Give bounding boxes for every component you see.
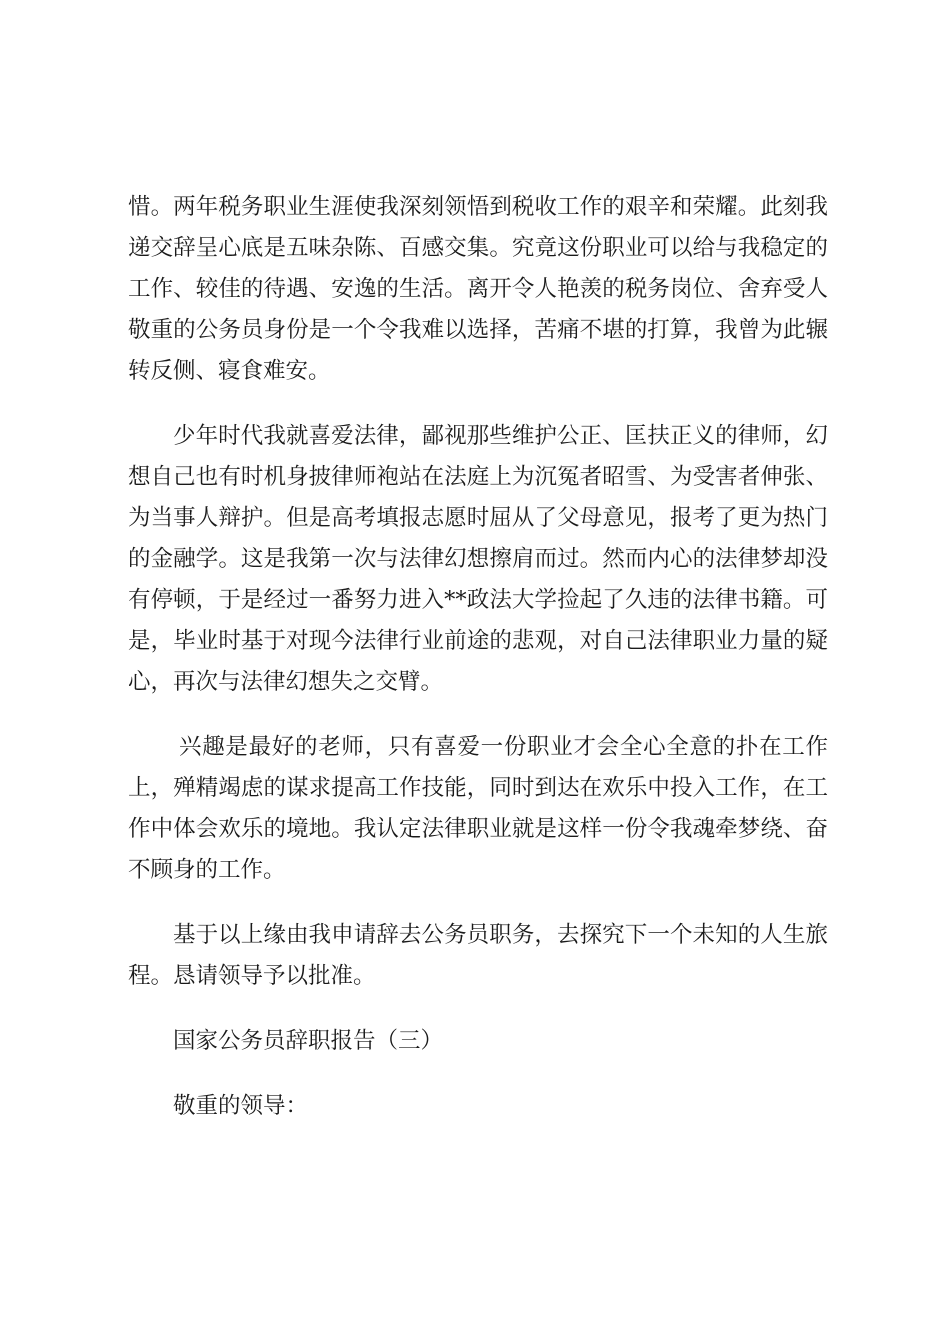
text-line: 上，殚精竭虑的谋求提高工作技能，同时到达在欢乐中投入工作，在工 xyxy=(128,775,828,801)
text-line: 惜。两年税务职业生涯使我深刻领悟到税收工作的艰辛和荣耀。此刻我 xyxy=(128,194,828,220)
salutation: 敬重的领导： xyxy=(173,1093,309,1119)
text-line: 作中体会欢乐的境地。我认定法律职业就是这样一份令我魂牵梦绕、奋 xyxy=(128,816,828,842)
text-line: 基于以上缘由我申请辞去公务员职务，去探究下一个未知的人生旅 xyxy=(173,922,828,948)
text-line: 少年时代我就喜爱法律，鄙视那些维护公正、匡扶正义的律师，幻 xyxy=(173,423,828,449)
text-line: 递交辞呈心底是五味杂陈、百感交集。究竟这份职业可以给与我稳定的 xyxy=(128,235,828,261)
text-line: 敬重的公务员身份是一个令我难以选择，苦痛不堪的打算，我曾为此辗 xyxy=(128,317,828,343)
text-line: 不顾身的工作。 xyxy=(128,857,286,883)
text-line: 兴趣是最好的老师，只有喜爱一份职业才会全心全意的扑在工作 xyxy=(179,734,828,760)
text-line: 心，再次与法律幻想失之交臂。 xyxy=(128,669,444,695)
paragraph-1 xyxy=(128,187,828,392)
text-line: 为当事人辩护。但是高考填报志愿时屈从了父母意见，报考了更为热门 xyxy=(128,505,828,531)
text-line: 程。恳请领导予以批准。 xyxy=(128,963,376,989)
paragraph-3 xyxy=(128,727,828,891)
paragraph-4 xyxy=(128,915,828,997)
text-line: 转反侧、寝食难安。 xyxy=(128,358,331,384)
text-line: 有停顿，于是经过一番努力进入**政法大学捡起了久违的法律书籍。可 xyxy=(128,587,828,613)
paragraph-2 xyxy=(128,416,828,703)
section-heading: 国家公务员辞职报告（三） xyxy=(173,1028,444,1054)
document-body xyxy=(128,187,828,1127)
text-line: 是，毕业时基于对现今法律行业前途的悲观，对自己法律职业力量的疑 xyxy=(128,628,828,654)
text-line: 工作、较佳的待遇、安逸的生活。离开令人艳羡的税务岗位、舍弃受人 xyxy=(128,276,828,302)
text-line: 想自己也有时机身披律师袍站在法庭上为沉冤者昭雪、为受害者伸张、 xyxy=(128,464,828,490)
text-line: 的金融学。这是我第一次与法律幻想擦肩而过。然而内心的法律梦却没 xyxy=(128,546,828,572)
